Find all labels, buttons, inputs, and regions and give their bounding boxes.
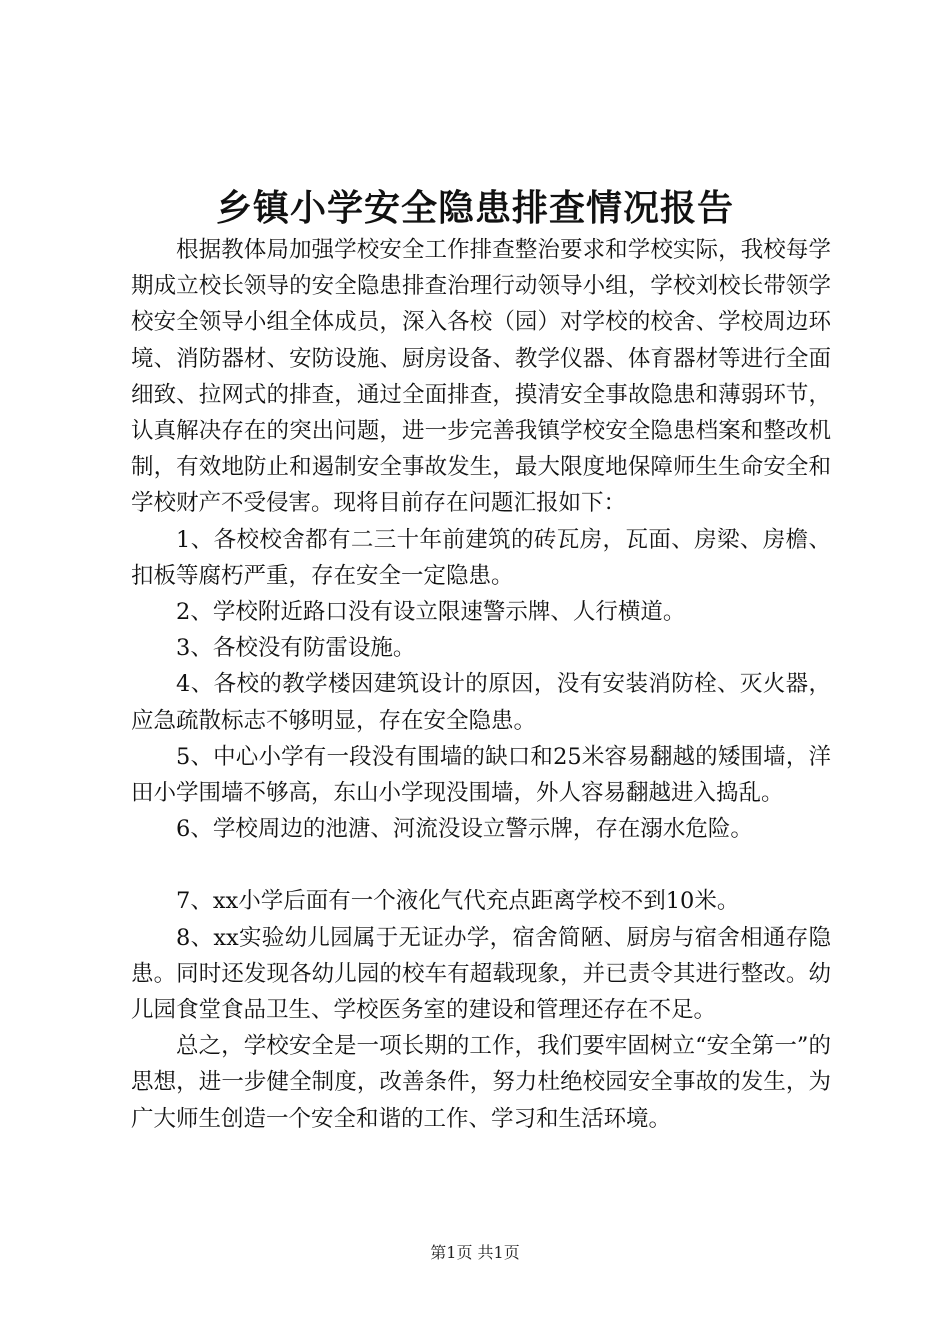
blank-line xyxy=(131,847,831,883)
item-paragraph-1: 1、各校校舍都有二三十年前建筑的砖瓦房，瓦面、房梁、房檐、扣板等腐朽严重，存在安全一定隐患。 xyxy=(131,526,831,589)
item-paragraph-8: 8、xx实验幼儿园属于无证办学，宿舍简陋、厨房与宿舍相通存隐患。同时还发现各幼儿园的校车有超载现象，并已责令其进行整改。幼儿园食堂食品卫生、学校医务室的建设和管理还存在不足。 xyxy=(131,924,831,1024)
conclusion-paragraph: 总之，学校安全是一项长期的工作，我们要牢固树立“安全第一”的思想，进一步健全制度，改善条件，努力杜绝校园安全事故的发生，为广大师生创造一个安全和谐的工作、学习和生活环境。 xyxy=(131,1033,831,1132)
item-paragraph-4: 4、各校的教学楼因建筑设计的原因，没有安装消防栓、灭火器，应急疏散标志不够明显，存在安全隐患。 xyxy=(131,671,831,734)
item-paragraph-2: 2、学校附近路口没有设立限速警示牌、人行横道。 xyxy=(176,599,686,626)
item-paragraph-6: 6、学校周边的池溏、河流没设立警示牌，存在溺水危险。 xyxy=(176,816,753,843)
item-paragraph-3: 3、各校没有防雷设施。 xyxy=(176,635,416,662)
page-title: 乡镇小学安全隐患排查情况报告 xyxy=(215,187,734,229)
item-paragraph-5: 5、中心小学有一段没有围墙的缺口和25米容易翻越的矮围墙，洋田小学围墙不够高，东山小学现没围墙，外人容易翻越进入捣乱。 xyxy=(131,743,831,807)
intro-paragraph: 根据教体局加强学校安全工作排查整治要求和学校实际，我校每学期成立校长领导的安全隐患排查治理行动领导小组，学校刘校长带领学校安全领导小组全体成员，深入各校（园）对学校的校舍、学校周边环境、消防器材、安防设施、厨房设备、教学仪器、体育器材等进行全面细致、拉网式的排查，通过全面排查，摸清安全事故隐患和薄弱环节，认真解决存在的突出问题，进一步完善我镇学校安全隐患档案和整改机制，有效地防止和遏制安全事故发生，最大限度地保障师生生命安全和学校财产不受侵害。现将目前存在问题汇报如下： xyxy=(131,237,831,517)
report-body xyxy=(131,232,831,1137)
page-footer: 第1页 共1页 xyxy=(430,1243,520,1262)
item-paragraph-7: 7、xx小学后面有一个液化气代充点距离学校不到10米。 xyxy=(176,888,740,915)
